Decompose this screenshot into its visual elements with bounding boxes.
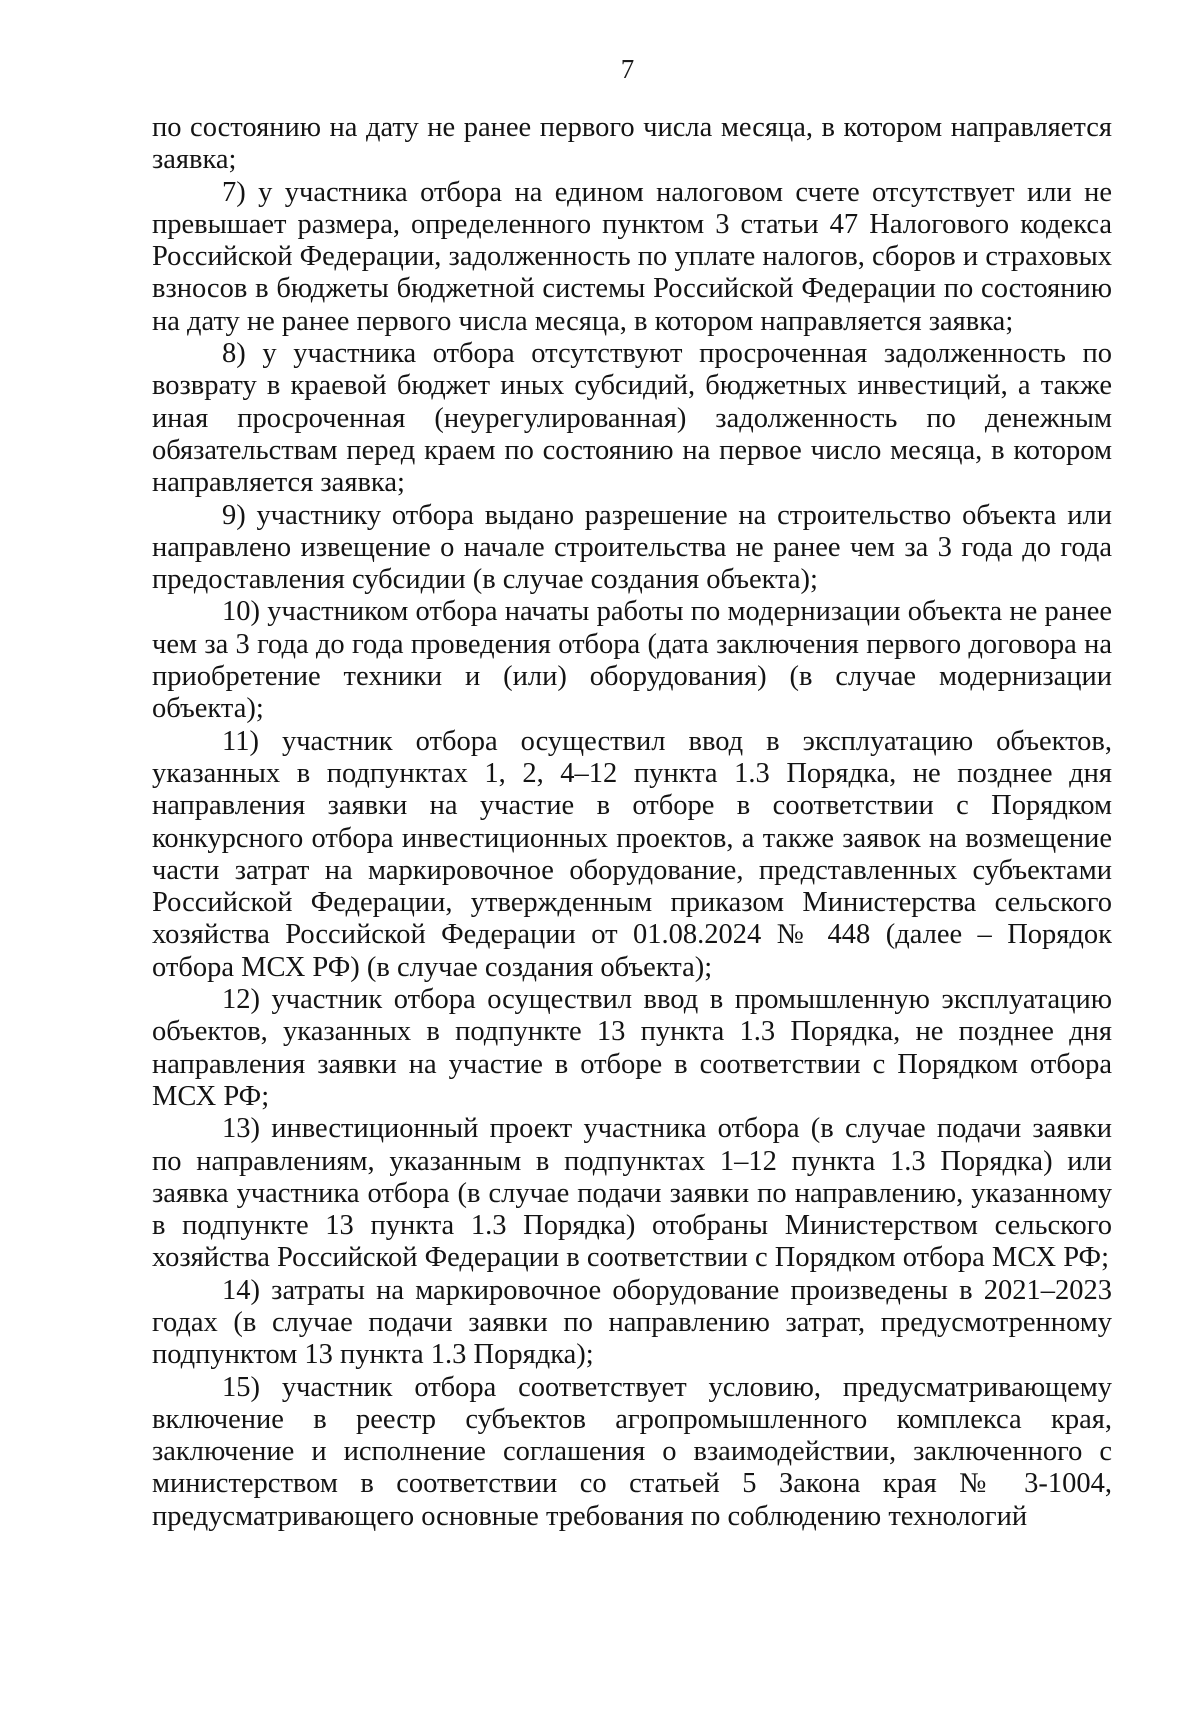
paragraph-item-15: 15) участник отбора соответствует условию, предусматривающему включение в реестр субъектов агропромышленного комплекса края, заключение и исполнение соглашения о взаимодействии, заключенного с министерством в соответствии со статьей 5 Закона края № 3-1004, предусматривающего основные требования по соблюдению технологий	[152, 1371, 1112, 1532]
paragraph-item-7: 7) у участника отбора на едином налоговом счете отсутствует или не превышает размера, определенного пунктом 3 статьи 47 Налогового кодекса Российской Федерации, задолженность по уплате налогов, сборов и страховых взносов в бюджеты бюджетной системы Российской Федерации по состоянию на дату не ранее первого числа месяца, в котором направляется заявка;	[152, 176, 1112, 337]
paragraph-item-9: 9) участнику отбора выдано разрешение на строительство объекта или направлено извещение о начале строительства не ранее чем за 3 года до года предоставления субсидии (в случае создания объекта);	[152, 499, 1112, 596]
paragraph-item-12: 12) участник отбора осуществил ввод в промышленную эксплуатацию объектов, указанных в подпункте 13 пункта 1.3 Порядка, не позднее дня направления заявки на участие в отборе в соответствии с Порядком отбора МСХ РФ;	[152, 984, 1112, 1112]
page-number: 7	[620, 54, 635, 84]
paragraph-item-14: 14) затраты на маркировочное оборудование произведены в 2021–2023 годах (в случае подачи заявки по направлению затрат, предусмотренному подпунктом 13 пункта 1.3 Порядка);	[152, 1274, 1112, 1371]
paragraph-item-13: 13) инвестиционный проект участника отбора (в случае подачи заявки по направлениям, указанным в подпунктах 1–12 пункта 1.3 Порядка) или заявка участника отбора (в случае подачи заявки по направлению, указанному в подпункте 13 пункта 1.3 Порядка) отобраны Министерством сельского хозяйства Российской Федерации в соответствии с Порядком отбора МСХ РФ;	[152, 1113, 1112, 1274]
paragraph-item-10: 10) участником отбора начаты работы по модернизации объекта не ранее чем за 3 года до года проведения отбора (дата заключения первого договора на приобретение техники и (или) оборудования) (в случае модернизации объекта);	[152, 596, 1112, 725]
document-body	[152, 112, 1112, 1533]
paragraph-item-8: 8) у участника отбора отсутствуют просроченная задолженность по возврату в краевой бюджет иных субсидий, бюджетных инвестиций, а также иная просроченная (неурегулированная) задолженность по денежным обязательствам перед краем по состоянию на первое число месяца, в котором направляется заявка;	[152, 338, 1112, 499]
paragraph-continuation: по состоянию на дату не ранее первого числа месяца, в котором направляется заявка;	[152, 112, 1112, 176]
paragraph-item-11: 11) участник отбора осуществил ввод в эксплуатацию объектов, указанных в подпунктах 1, 2, 4–12 пункта 1.3 Порядка, не позднее дня направления заявки на участие в отборе в соответствии с Порядком конкурсного отбора инвестиционных проектов, а также заявок на возмещение части затрат на маркировочное оборудование, представленных субъектами Российской Федерации, утвержденным приказом Министерства сельского хозяйства Российской Федерации от 01.08.2024 № 448 (далее – Порядок отбора МСХ РФ) (в случае создания объекта);	[152, 725, 1112, 983]
